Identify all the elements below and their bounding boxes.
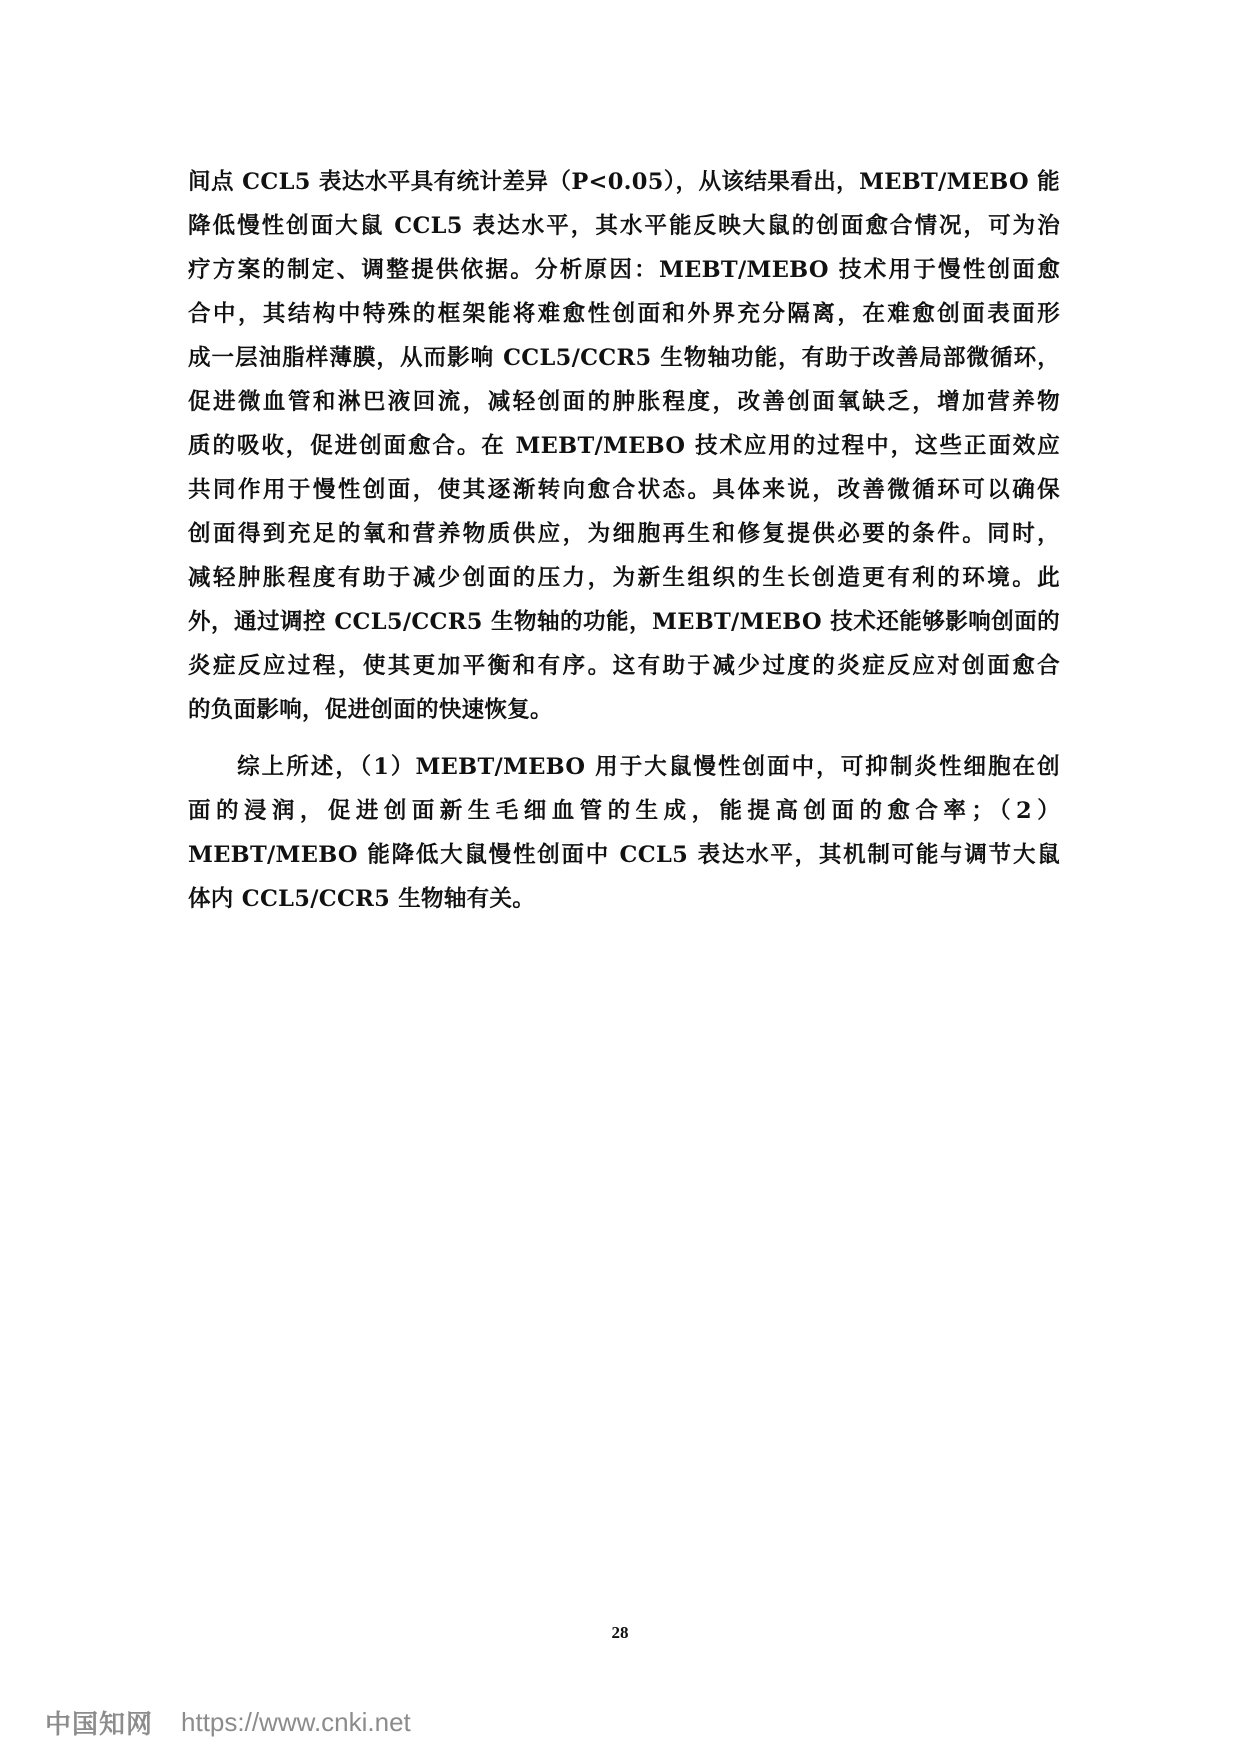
page-number: 28 xyxy=(611,1623,629,1642)
text-line: 外，通过调控 CCL5/CCR5 生物轴的功能，MEBT/MEBO 技术还能够影响创面的 xyxy=(188,609,1060,635)
cnki-watermark xyxy=(45,1706,411,1738)
cnki-url: https://www.cnki.net xyxy=(181,1706,411,1737)
text-line: 疗方案的制定、调整提供依据。分析原因：MEBT/MEBO 技术用于慢性创面愈 xyxy=(188,257,1060,283)
text-line: 间点 CCL5 表达水平具有统计差异（P<0.05），从该结果看出，MEBT/MEBO 能 xyxy=(188,169,1060,195)
text-line: 减轻肿胀程度有助于减少创面的压力，为新生组织的生长创造更有利的环境。此 xyxy=(188,565,1060,591)
cnki-logo: 中国知网 xyxy=(45,1709,154,1740)
text-line: 共同作用于慢性创面，使其逐渐转向愈合状态。具体来说，改善微循环可以确保 xyxy=(188,477,1060,503)
text-line: 体内 CCL5/CCR5 生物轴有关。 xyxy=(188,886,536,912)
text-line: 促进微血管和淋巴液回流，减轻创面的肿胀程度，改善创面氧缺乏，增加营养物 xyxy=(188,389,1060,415)
text-line: 的负面影响，促进创面的快速恢复。 xyxy=(188,697,553,723)
text-line: 面的浸润，促进创面新生毛细血管的生成，能提高创面的愈合率；（2） xyxy=(188,798,1060,824)
text-line: 降低慢性创面大鼠 CCL5 表达水平，其水平能反映大鼠的创面愈合情况，可为治 xyxy=(188,213,1060,239)
paragraph-conclusion xyxy=(188,745,1060,921)
paragraph-analysis xyxy=(188,160,1060,732)
text-line: 炎症反应过程，使其更加平衡和有序。这有助于减少过度的炎症反应对创面愈合 xyxy=(188,653,1060,679)
text-line: 质的吸收，促进创面愈合。在 MEBT/MEBO 技术应用的过程中，这些正面效应 xyxy=(188,433,1060,459)
text-line: MEBT/MEBO 能降低大鼠慢性创面中 CCL5 表达水平，其机制可能与调节大鼠 xyxy=(188,842,1060,868)
text-line: 综上所述，（1）MEBT/MEBO 用于大鼠慢性创面中，可抑制炎性细胞在创 xyxy=(188,754,1060,780)
document-body xyxy=(188,160,1060,921)
text-line: 合中，其结构中特殊的框架能将难愈性创面和外界充分隔离，在难愈创面表面形 xyxy=(188,301,1060,327)
text-line: 成一层油脂样薄膜，从而影响 CCL5/CCR5 生物轴功能，有助于改善局部微循环， xyxy=(188,345,1060,371)
text-line: 创面得到充足的氧和营养物质供应，为细胞再生和修复提供必要的条件。同时， xyxy=(188,521,1060,547)
